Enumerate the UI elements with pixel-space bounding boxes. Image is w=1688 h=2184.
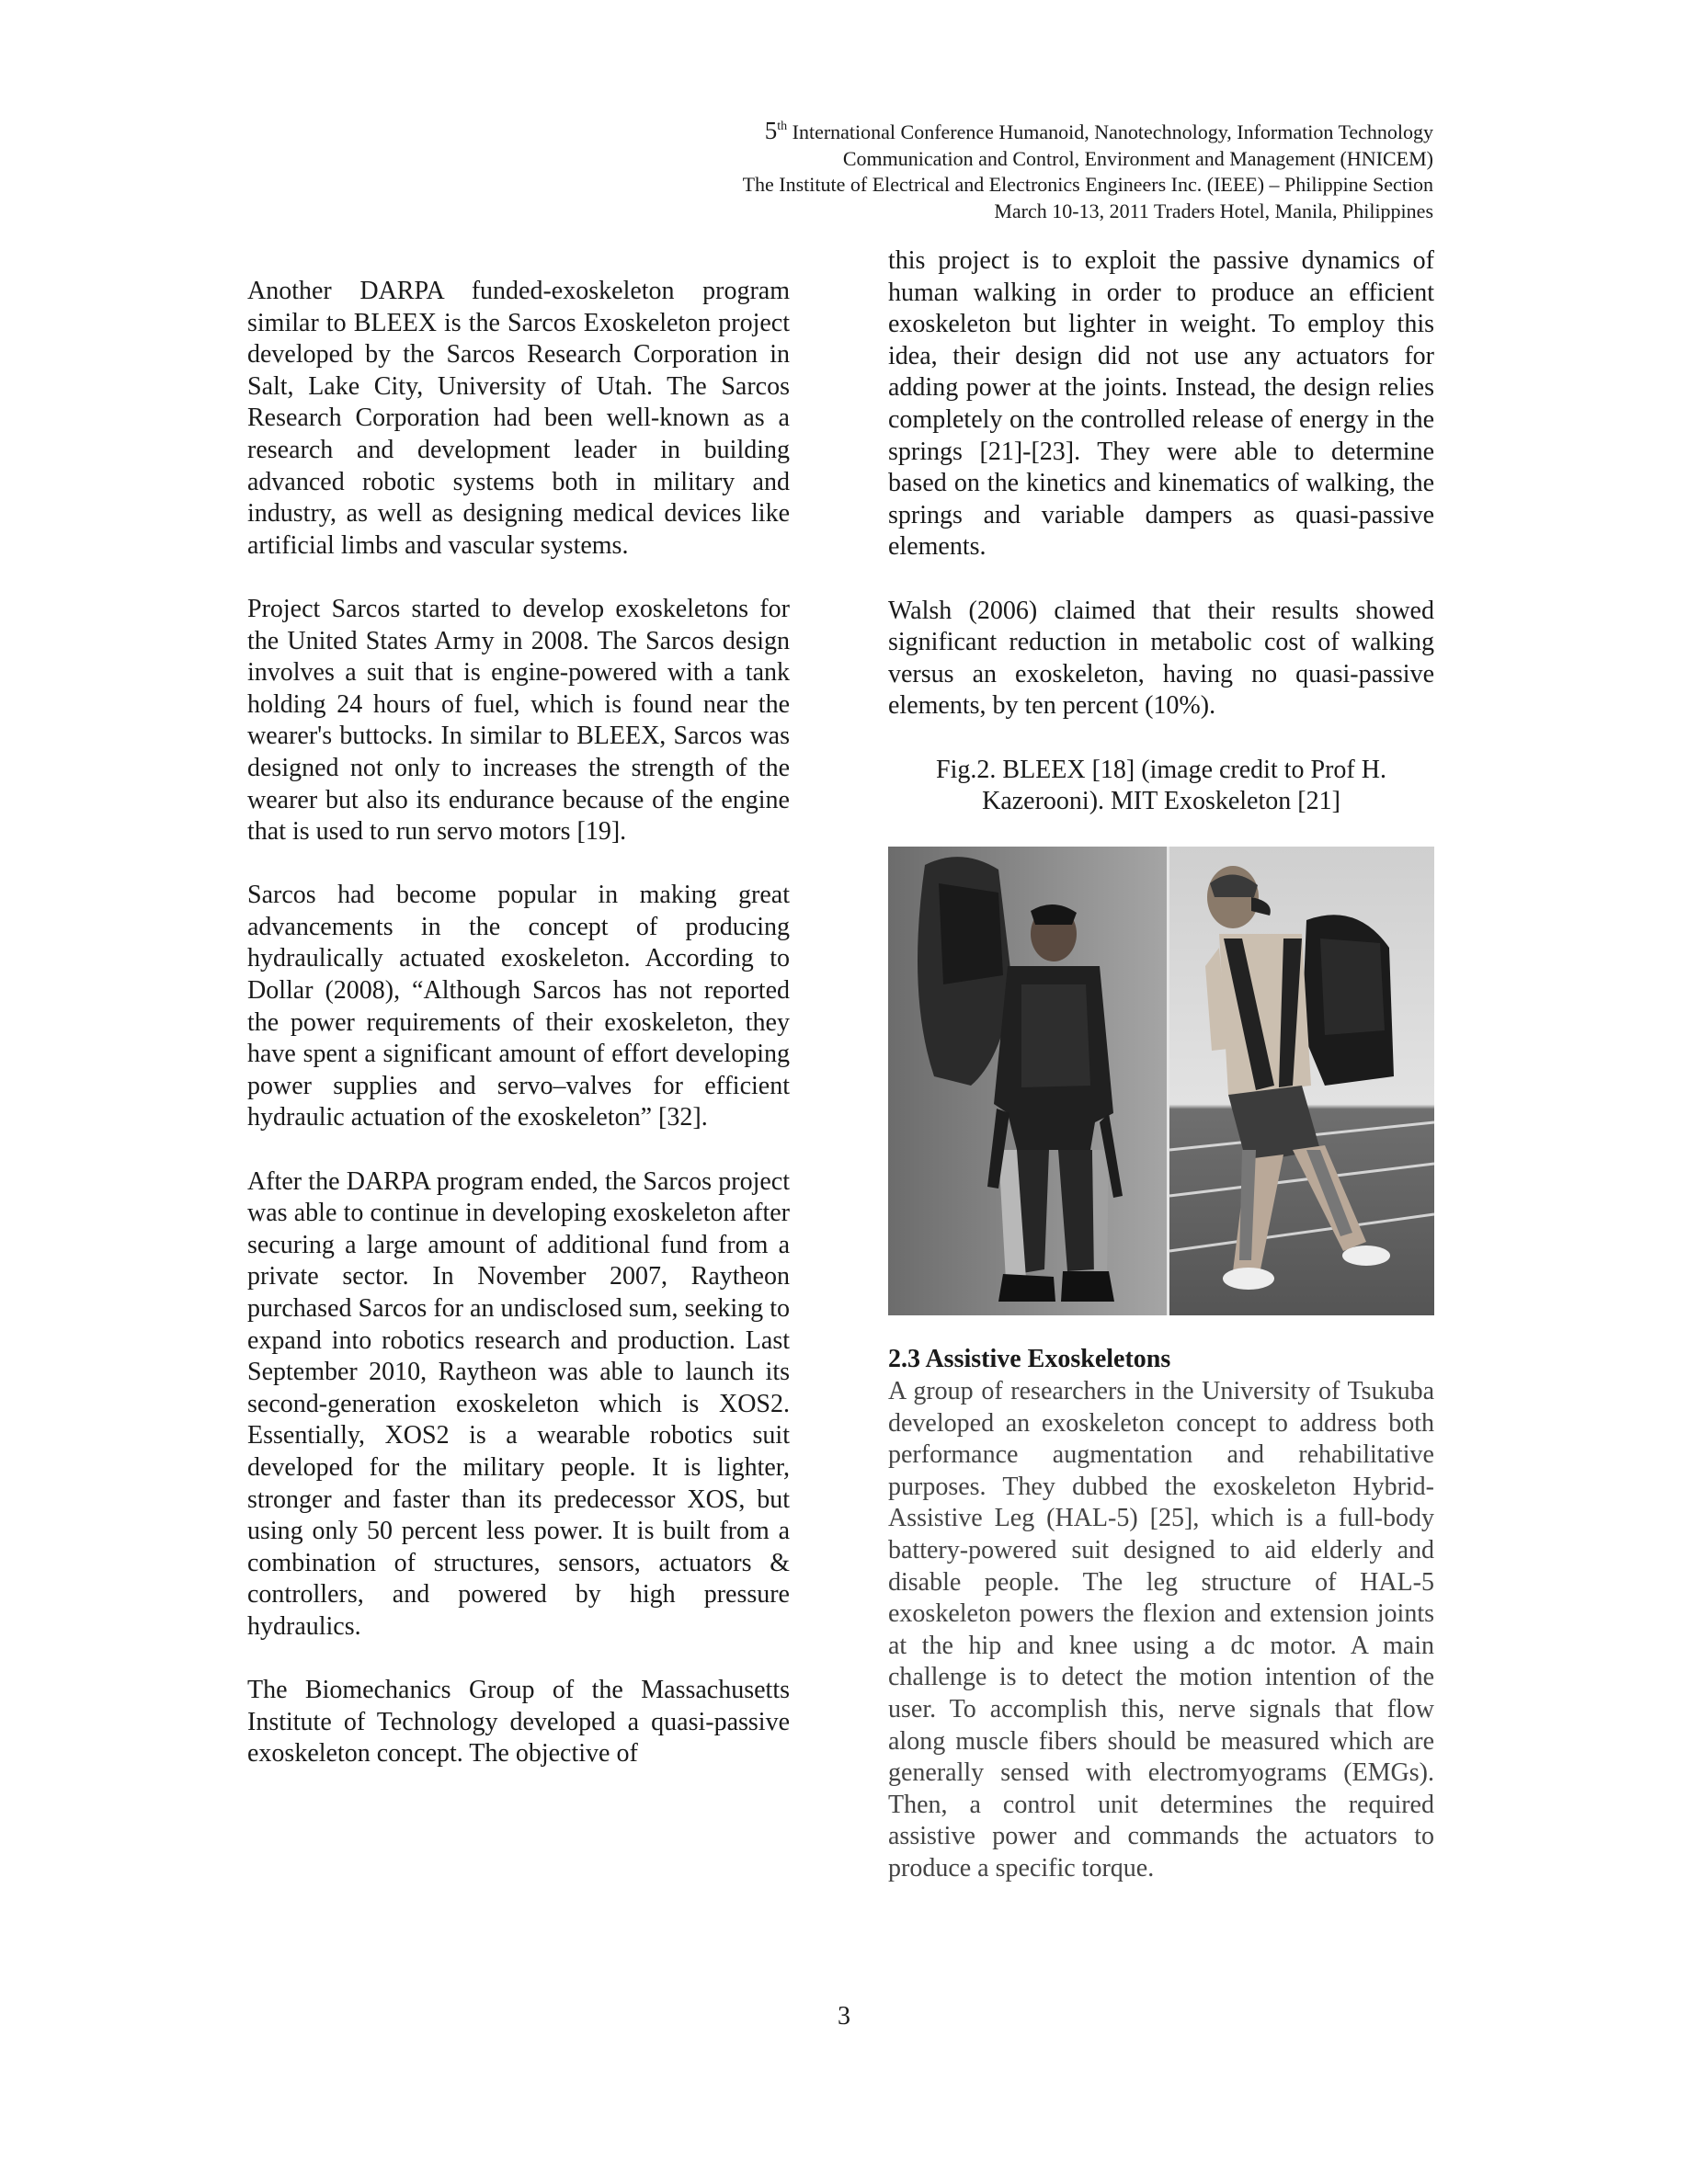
paragraph-walsh: Walsh (2006) claimed that their results showed significant reduction in metabolic cost of walking versus an exoskeleton, having no quasi-passive elements, by ten percent (10%). <box>888 596 1434 721</box>
header-ordinal: 5 <box>764 117 778 144</box>
header-line-2: Communication and Control, Environment and Management (HNICEM) <box>842 146 1433 170</box>
section-heading-assistive-exoskeletons: 2.3 Assistive Exoskeletons <box>888 1345 1171 1373</box>
paragraph-sarcos-intro: Another DARPA funded-exoskeleton program similar to BLEEX is the Sarcos Exoskeleton project developed by the Sarcos Research Corporation in Salt, Lake City, University of Utah. The Sarcos Research Corporation had been well-known as a research and development leader in building advanced robotic systems both in military and industry, as well as designing medical devices like artificial limbs and vascular systems. <box>247 277 790 560</box>
figure-caption-line-1: Fig.2. BLEEX [18] (image credit to Prof H. <box>936 755 1386 784</box>
left-column <box>247 276 790 1803</box>
header-line-3: The Institute of Electrical and Electronics Engineers Inc. (IEEE) – Philippine Section <box>742 173 1433 196</box>
paragraph-hal5: A group of researchers in the University of Tsukuba developed an exoskeleton concept to address both performance augmentation and rehabilitative purposes. They dubbed the exoskeleton Hybrid-Assistive Leg (HAL-5) [25], which is a full-body battery-powered suit designed to aid elderly and disable people. The leg structure of HAL-5 exoskeleton powers the flexion and extension joints at the hip and knee using a dc motor. A main challenge is to detect the motion intention of the user. To accomplish this, nerve signals that flow along muscle fibers should be measured which are generally sensed with electromyograms (EMGs). Then, a control unit determines the required assistive power and commands the actuators to produce a specific torque. <box>888 1377 1434 1883</box>
figure-caption-line-2: Kazerooni). MIT Exoskeleton [21] <box>982 787 1340 816</box>
header-line-1-text: International Conference Humanoid, Nanotechnology, Information Technology <box>787 120 1433 143</box>
right-column <box>888 245 1434 818</box>
paragraph-mit-biomechanics: The Biomechanics Group of the Massachusetts Institute of Technology developed a quasi-passive exoskeleton concept. The objective of <box>247 1676 790 1769</box>
paragraph-sarcos-hydraulics: Sarcos had become popular in making great advancements in the concept of producing hydraulically actuated exoskeleton. According to Dollar (2008), “Although Sarcos has not reported the power requirements of their exoskeleton, they have spent a significant amount of effort developing power supplies and servo–valves for efficient hydraulic actuation of the exoskeleton” [32]. <box>247 881 790 1132</box>
page-number: 3 <box>838 2002 850 2030</box>
figure-caption <box>888 755 1434 818</box>
header-line-4: March 10-13, 2011 Traders Hotel, Manila, Philippines <box>994 199 1433 222</box>
header-line-1 <box>422 118 1433 146</box>
conference-header <box>422 118 1433 224</box>
header-ordinal-suffix: th <box>777 119 788 133</box>
paragraph-raytheon-xos2: After the DARPA program ended, the Sarcos project was able to continue in developing exoskeleton after securing a large amount of additional fund from a private sector. In November 2007, Raytheon purchased Sarcos for an undisclosed sum, seeking to expand into robotics research and production. Last September 2010, Raytheon was able to launch its second-generation exoskeleton which is XOS2. Essentially, XOS2 is a wearable robotics suit developed for the military people. It is lighter, stronger and faster than its predecessor XOS, but using only 50 percent less power. It is built from a combination of structures, sensors, actuators & controllers, and powered by high pressure hydraulics. <box>247 1166 790 1641</box>
exoskeleton-photo-illustration <box>888 847 1434 1315</box>
paragraph-passive-dynamics: this project is to exploit the passive dynamics of human walking in order to produce an efficient exoskeleton but lighter in weight. To employ this idea, their design did not use any actuators for adding power at the joints. Instead, the design relies completely on the controlled release of energy in the springs [21]-[23]. They were able to determine based on the kinetics and kinematics of walking, the springs and variable dampers as quasi-passive elements. <box>888 246 1434 562</box>
figure-exoskeleton-photos <box>888 847 1434 1315</box>
right-column-lower <box>888 1376 1434 1885</box>
paragraph-project-sarcos: Project Sarcos started to develop exoskeletons for the United States Army in 2008. The Sarcos design involves a suit that is engine-powered with a tank holding 24 hours of fuel, which is found near the wearer's buttocks. In similar to BLEEX, Sarcos was designed not only to increases the strength of the wearer but also its endurance because of the engine that is used to run servo motors [19]. <box>247 594 790 847</box>
